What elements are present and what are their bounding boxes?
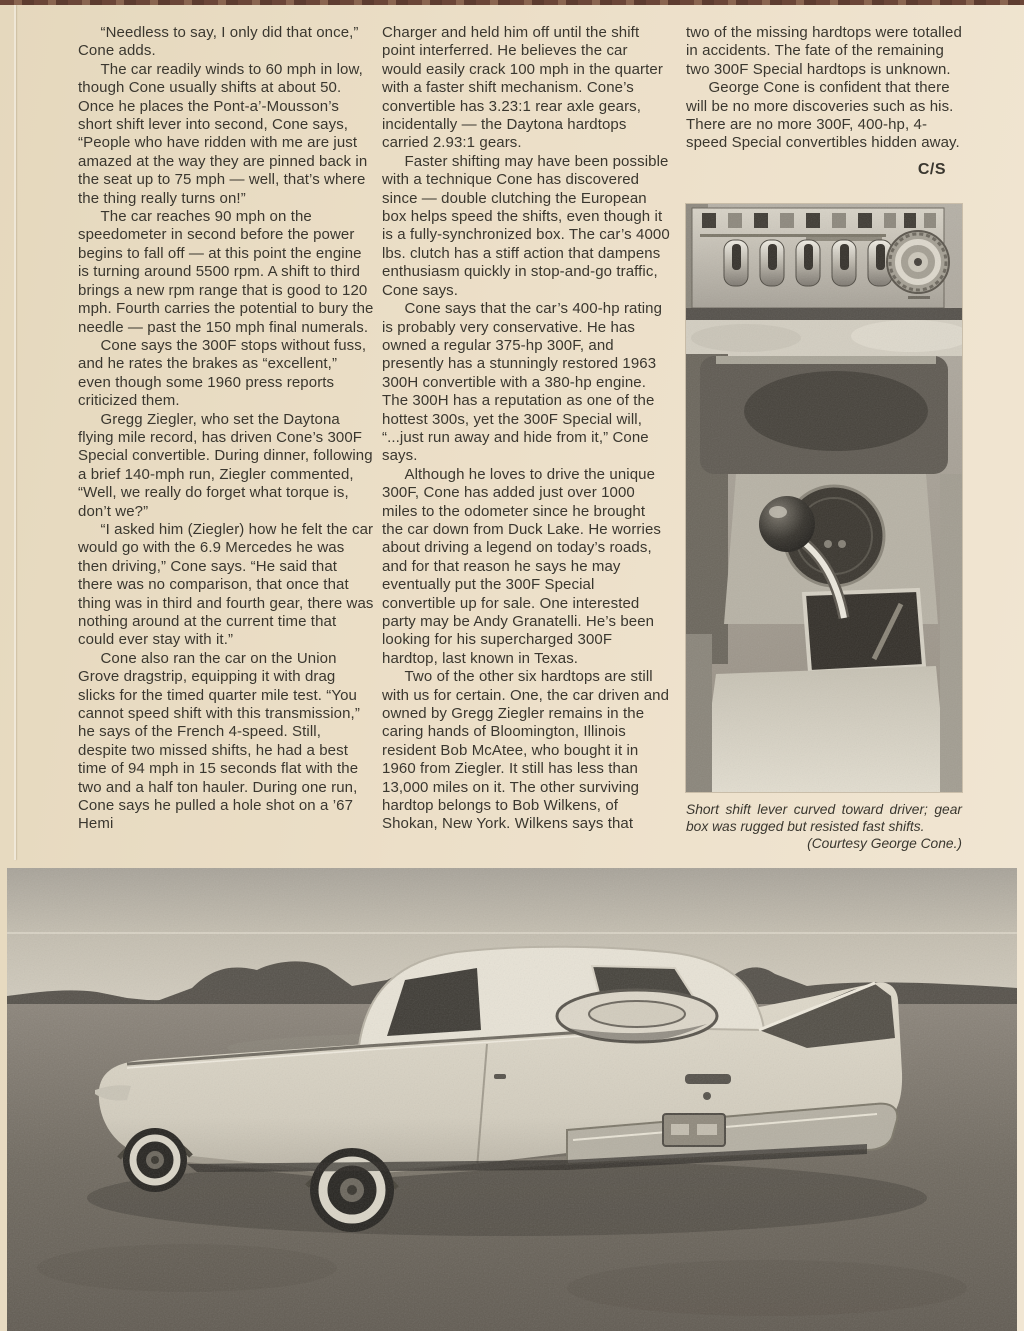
shifter-photo-illustration: [686, 204, 962, 792]
photo-caption: [686, 801, 962, 853]
paragraph: George Cone is confident that there will be no more discoveries such as his. There are no more 300F, 400-hp, 4-speed Special convertibles hidden away.: [686, 79, 960, 152]
paragraph: Two of the other six hardtops are still with us for certain. One, the car driven and owned by Gregg Ziegler remains in the caring hands of Bloomington, Illinois resident Bob McAtee, who bought it in 1960 from Ziegler. It still has less than 13,000 miles on it. The other surviving hardtop belongs to Bob Wilkens, of Shokan, New York. Wilkens says that: [382, 668, 670, 833]
caption-text: Short shift lever curved toward driver; gear box was rugged but resisted fast shifts.: [686, 802, 962, 835]
paragraph: Cone says the 300F stops without fuss, and he rates the brakes as “excellent,” even though some 1960 press reports criticized them.: [78, 336, 367, 410]
paragraph: Cone also ran the car on the Union Grove dragstrip, equipping it with drag slicks for the timed quarter mile test. “You cannot speed shift with this transmission,” he says of the French 4-speed. Still, despite two missed shifts, he had a best time of 94 mph in 15 seconds flat with the two and a half ton hauler. During one run, Cone says he pulled a hole shot on a ’67 Hemi: [78, 649, 360, 833]
paragraph: Charger and held him off until the shift point interferred. He believes the car would easily crack 100 mph in the quarter with a faster shift mechanism. Cone’s convertible has 3.23:1 rear axle gears, incidentally — the Daytona hardtops carried 2.93:1 gears.: [382, 24, 663, 152]
paragraph: Faster shifting may have been possible with a technique Cone has discovered since — double clutching the European box helps speed the shifts, even though it is a fully-synchronized box. The car’s 4000 lbs. clutch has a stiff action that dampens enthusiasm quickly in stop-and-go traffic, Cone says.: [382, 152, 670, 299]
paragraph: Gregg Ziegler, who set the Daytona flying mile record, has driven Cone’s 300F Special convertible. During dinner, following a brief 140-mph run, Ziegler commented, “Well, we really do forget what torque is, don’t we?”: [78, 410, 373, 520]
shifter-photo: [686, 204, 962, 792]
article-column-3: [686, 24, 964, 179]
paragraph: Cone says that the car’s 400-hp rating is probably very conservative. He has owned a regular 375-hp 300F, and presently has a stunningly restored 1963 300H convertible with a 380-hp engine. The 300H has a reputation as one of the hottest 300s, yet the 300F Special will, “...just run away and hide from it,” Cone says.: [382, 300, 663, 465]
car-photo: [7, 868, 1017, 1331]
paragraph: The car reaches 90 mph on the speedometer in second before the power begins to fall off — at this point the engine is turning around 5500 rpm. A shift to third brings a new rpm range that is good to 120 mph. Fourth carries the potential to bury the needle — past the 150 mph final numerals.: [78, 208, 374, 336]
page-top-edge: [0, 0, 1024, 5]
paragraph: The car readily winds to 60 mph in low, though Cone usually shifts at about 50. Once he places the Pont-a’-Mousson’s short shift lever into second, Cone says, “People who have ridden with me are just amazed at the way they are pinned back in the seat up to 75 mph — well, that’s where the thing really turns on!”: [78, 60, 368, 207]
paragraph: “Needless to say, I only did that once,” Cone adds.: [78, 24, 359, 60]
page-fold-crease: [14, 5, 16, 860]
paragraph: two of the missing hardtops were totalled in accidents. The fate of the remaining two 300F Special hardtops is unknown.: [686, 24, 962, 78]
article-column-1: [78, 24, 374, 834]
paragraph: “I asked him (Ziegler) how he felt the car would go with the 6.9 Mercedes he was then driving,” Cone says. “He said that there was no comparison, that once that thing was in third and fourth gear, there was nothing around at the current time that could ever stay with it.”: [78, 520, 374, 649]
caption-credit: (Courtesy George Cone.): [807, 836, 962, 852]
article-column-2: [382, 24, 670, 834]
car-photo-illustration: [7, 868, 1017, 1331]
paragraph: Although he loves to drive the unique 300F, Cone has added just over 1000 miles to the odometer since he brought the car down from Duck Lake. He worries about driving a legend on today’s roads, and for that reason he says he may eventually put the 300F Special convertible up for sale. One interested party may be Andy Granatelli. He’s been looking for his supercharged 300F hardtop, last known in Texas.: [382, 465, 662, 667]
article-signoff: C/S: [917, 160, 946, 178]
